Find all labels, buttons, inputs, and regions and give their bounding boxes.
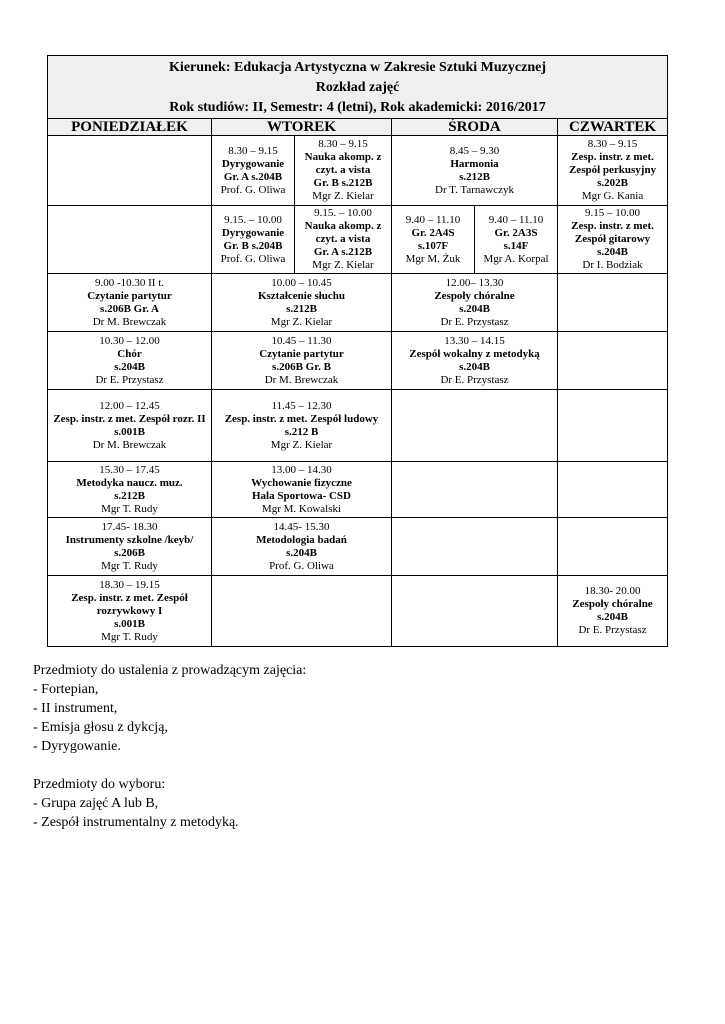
class-name: Zespół wokalny z metodyką [409,347,540,360]
class-cell [48,576,212,647]
schedule-table [47,55,668,647]
class-room: s.204B [597,611,628,623]
class-cell [212,332,392,390]
header-program: Kierunek: Edukacja Artystyczna w Zakresie Sztuki Muzycznej [169,60,546,75]
class-teacher: Dr E. Przystasz [440,373,509,386]
class-room: s.204B [459,360,490,373]
class-teacher: Mgr M. Kowalski [261,502,342,515]
class-cell [212,462,392,518]
class-name: Wychowanie fizyczne [251,476,352,489]
class-name: Czytanie partytur [87,289,172,302]
class-cell [48,332,212,390]
day-tuesday: WTOREK [212,119,392,136]
class-time: 9.40 – 11.10 [488,213,544,226]
class-cell [392,136,558,206]
class-room: s.107F [417,239,449,252]
class-teacher: Mgr T. Rudy [101,502,158,515]
class-time: 10.30 – 12.00 [99,334,160,347]
class-room: s.001B [114,617,145,630]
class-cell [212,518,392,576]
class-name: Zesp. instr. z met. Zespół gitarowy [571,220,654,245]
class-room: s.204B [459,302,490,315]
class-name: Dyrygowanie [221,226,285,239]
class-name: Czytanie partytur [259,347,344,360]
header-title: Rozkład zajęć [315,80,400,95]
class-teacher: Dr I. Bodziak [582,259,643,271]
class-name: Metodologia badań [256,533,347,546]
notes-item: - Grupa zajęć A lub B, [33,796,159,811]
class-room: s.204B [114,360,145,373]
class-name: Kształcenie słuchu [257,289,346,302]
schedule-header [48,56,668,119]
class-name: Zesp. instr. z met. Zespół rozr. II [53,412,206,425]
class-cell [392,274,558,332]
class-cell [558,136,668,206]
class-time: 9.15. – 10.00 [224,213,282,226]
empty-cell [558,518,668,576]
empty-cell [558,390,668,462]
notes-section [33,661,693,832]
class-name: Zesp. instr. z met. Zespół ludowy [224,412,379,425]
class-cell [475,206,558,274]
class-teacher: Dr E. Przystasz [578,624,647,636]
class-time: 14.45- 15.30 [273,520,330,533]
class-name: Gr. 2A4S [411,226,455,239]
class-room: Hala Sportowa- CSD [251,489,351,502]
class-time: 8.45 – 9.30 [449,144,500,157]
class-name: Dyrygowanie [221,157,285,170]
notes-item: - Zespół instrumentalny z metodyką. [33,815,239,830]
day-thursday: CZWARTEK [558,119,668,136]
empty-cell [212,576,392,647]
empty-cell [558,274,668,332]
class-cell [212,390,392,462]
class-name: Instrumenty szkolne /keyb/ [65,533,194,546]
class-room: s.206B Gr. B [272,360,331,373]
class-room: Gr. B s.212B [313,177,373,189]
class-teacher: Mgr T. Rudy [101,559,158,572]
empty-cell [558,462,668,518]
class-name: Nauka akomp. z czyt. a vista [304,220,382,245]
class-room: Gr. A s.212B [313,246,373,258]
class-cell [558,206,668,274]
class-cell [295,136,392,206]
empty-cell [392,518,558,576]
class-cell [212,136,295,206]
class-time: 8.30 – 9.15 [228,144,278,157]
class-teacher: Mgr T. Rudy [101,630,158,643]
class-name: Zespoły chóralne [434,289,515,302]
class-name: Zesp. instr. z met. Zespół perkusyjny [568,151,657,176]
class-cell [48,462,212,518]
notes-heading-arrange: Przedmioty do ustalenia z prowadzącym zajęcia: [33,663,307,678]
class-name: Chór [117,347,142,360]
class-room: s.001B [114,425,145,438]
class-teacher: Mgr G. Kania [581,190,644,202]
empty-cell [392,390,558,462]
class-teacher: Prof. G. Oliwa [269,559,334,572]
class-teacher: Dr M. Brewczak [92,438,167,451]
notes-item: - Dyrygowanie. [33,739,121,754]
empty-cell [48,206,212,274]
class-room: Gr. B s.204B [223,239,283,252]
class-teacher: Mgr Z. Kielar [270,315,333,328]
class-cell [392,332,558,390]
class-time: 9.15 – 10.00 [585,207,641,219]
class-room: s.212B [286,302,317,315]
class-time: 13.30 – 14.15 [444,334,505,347]
class-teacher: Dr E. Przystasz [95,373,164,386]
empty-cell [392,462,558,518]
class-cell [48,518,212,576]
class-cell [48,274,212,332]
notes-heading-choice: Przedmioty do wyboru: [33,777,166,792]
class-room: s.202B [597,177,628,189]
class-teacher: Mgr Z. Kielar [312,259,374,271]
class-time: 13.00 – 14.30 [271,463,332,476]
day-wednesday: ŚRODA [392,119,558,136]
class-teacher: Mgr Z. Kielar [270,438,333,451]
class-teacher: Dr M. Brewczak [264,373,339,386]
class-room: s.204B [286,546,317,559]
notes-item: - Emisja głosu z dykcją, [33,720,168,735]
class-cell [392,206,475,274]
class-room: s.212 B [284,425,319,438]
class-teacher: Prof. G. Oliwa [220,183,286,196]
class-cell [48,390,212,462]
class-name: Harmonia [450,157,499,170]
class-room: s.206B [114,546,145,559]
day-monday: PONIEDZIAŁEK [48,119,212,136]
class-name: Metodyka naucz. muz. [76,476,183,489]
class-teacher: Prof. G. Oliwa [220,252,286,265]
class-teacher: Dr E. Przystasz [440,315,509,328]
empty-cell [392,576,558,647]
class-time: 15.30 – 17.45 [99,463,160,476]
class-time: 12.00– 13.30 [445,276,504,289]
class-teacher: Mgr M. Żuk [405,252,461,265]
class-room: s.14F [503,239,529,252]
class-time: 9.00 -10.30 II t. [94,276,165,289]
class-time: 9.40 – 11.10 [405,213,461,226]
empty-cell [558,332,668,390]
class-room: s.206B Gr. A [100,302,159,315]
class-time: 8.30 – 9.15 [587,138,638,150]
class-name: Zespoły chóralne [572,598,653,610]
class-time: 17.45- 18.30 [101,520,158,533]
class-room: s.212B [459,170,490,183]
class-time: 18.30 – 19.15 [99,578,160,591]
notes-item: - Fortepian, [33,682,99,697]
class-cell [558,576,668,647]
class-teacher: Dr T. Tarnawczyk [435,183,514,196]
class-name: Gr. 2A3S [494,226,538,239]
class-time: 10.00 – 10.45 [271,276,332,289]
class-room: Gr. A s.204B [223,170,283,183]
class-name: Zesp. instr. z met. Zespół rozrywkowy I [71,591,188,617]
class-time: 8.30 – 9.15 [318,138,368,150]
header-year: Rok studiów: II, Semestr: 4 (letni), Rok akademicki: 2016/2017 [169,100,546,115]
class-time: 18.30- 20.00 [584,585,641,597]
class-teacher: Dr M. Brewczak [92,315,167,328]
class-time: 11.45 – 12.30 [271,399,332,412]
class-cell [295,206,392,274]
class-room: s.212B [114,489,145,502]
class-teacher: Mgr A. Korpal [483,252,549,265]
class-time: 10.45 – 11.30 [271,334,332,347]
class-cell [212,206,295,274]
notes-item: - II instrument, [33,701,118,716]
empty-cell [48,136,212,206]
class-time: 9.15. – 10.00 [314,207,372,219]
class-time: 12.00 – 12.45 [99,399,160,412]
class-room: s.204B [597,246,628,258]
class-name: Nauka akomp. z czyt. a vista [304,151,382,176]
class-teacher: Mgr Z. Kielar [312,190,374,202]
class-cell [212,274,392,332]
